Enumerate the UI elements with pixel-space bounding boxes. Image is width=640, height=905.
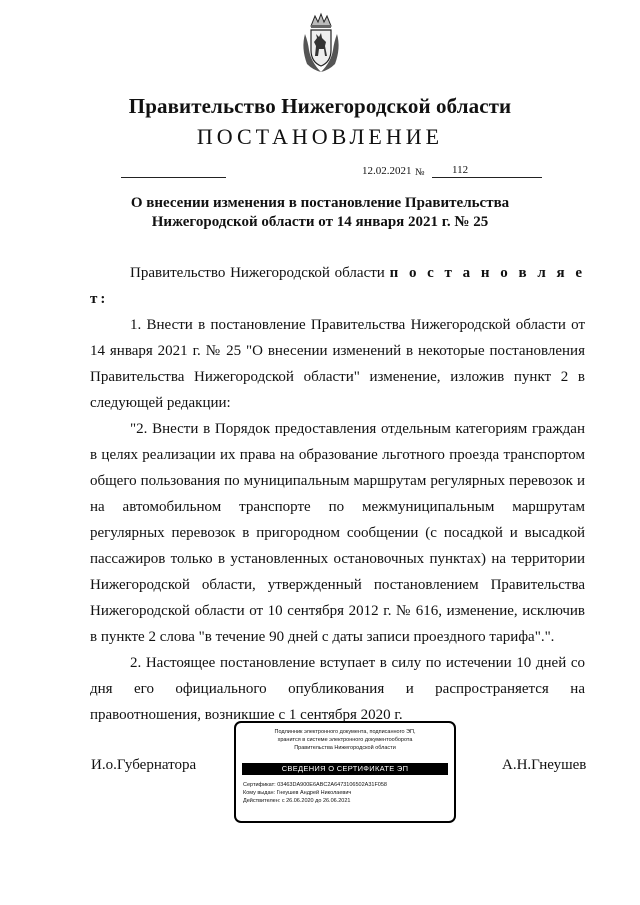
blank-date-line — [121, 177, 226, 178]
certificate-holder: Кому выдан: Гнеушев Андрей Николаевич — [243, 790, 352, 796]
coat-of-arms-icon — [299, 12, 343, 74]
subject-line-1: О внесении изменения в постановление Правительства — [130, 195, 510, 211]
certificate-validity: Действителен: с 26.06.2020 до 26.06.2021 — [243, 798, 351, 804]
certificate-id: Сертификат: 03463DA900E6ABC2A6473106502A31F058 — [243, 782, 387, 788]
preamble — [90, 260, 585, 312]
document-body — [90, 260, 585, 728]
e-signature-stamp — [234, 721, 456, 823]
paragraph-2: "2. Внести в Порядок предоставления отдельным категориям граждан в целях реализации их права на образование льготного проезда транспортом общего пользования по муниципальным маршрутам регулярных перевозок и на автомобильном транспорте по межмуниципальным маршрутам регулярных перевозок в пригородном сообщении (с посадкой и высадкой пассажиров только в установленных остановочных пунктах) на территории Нижегородской области, утвержденный постановлением Правительства Нижегородской области от 10 сентября 2012 г. № 616, изменение, исключив в пункте 2 слова "в течение 90 дней с даты записи проездного тарифа".". — [90, 421, 585, 645]
document-number: 112 — [452, 164, 469, 176]
document-date: 12.02.2021 — [362, 165, 412, 177]
e-signature-header — [236, 728, 454, 752]
e-signature-line-3: Правительства Нижегородской области — [294, 745, 396, 751]
number-sign: № — [415, 167, 425, 178]
organization-title: Правительство Нижегородской области — [128, 94, 512, 118]
preamble-prefix: Правительство Нижегородской области — [130, 265, 385, 281]
e-signature-line-1: Подлинник электронного документа, подписанного ЭП, — [274, 729, 416, 735]
e-signature-line-2: хранится в системе электронного документооборота — [277, 737, 413, 743]
document-subject — [60, 194, 580, 232]
certificate-details — [243, 781, 387, 805]
signatory-name: А.Н.Гнеушев — [502, 757, 587, 773]
certificate-info-band: СВЕДЕНИЯ О СЕРТИФИКАТЕ ЭП — [242, 763, 448, 775]
signatory-position: И.о.Губернатора — [91, 757, 197, 773]
document-number-field — [432, 164, 542, 178]
subject-line-2: Нижегородской области от 14 января 2021 г. № 25 — [151, 214, 489, 230]
preamble-verb: п о с т а н о в л я е т: — [90, 265, 585, 307]
paragraph-3: 2. Настоящее постановление вступает в силу по истечении 10 дней со дня его официального опубликования и распространяется на правоотношения, возникшие с 1 сентября 2020 г. — [90, 655, 585, 723]
document-type: ПОСТАНОВЛЕНИЕ — [196, 124, 444, 149]
paragraph-1: 1. Внести в постановление Правительства Нижегородской области от 14 января 2021 г. № 25 "О внесении изменений в некоторые постановления Правительства Нижегородской области" изменение, изложив пункт 2 в следующей редакции: — [90, 317, 585, 411]
